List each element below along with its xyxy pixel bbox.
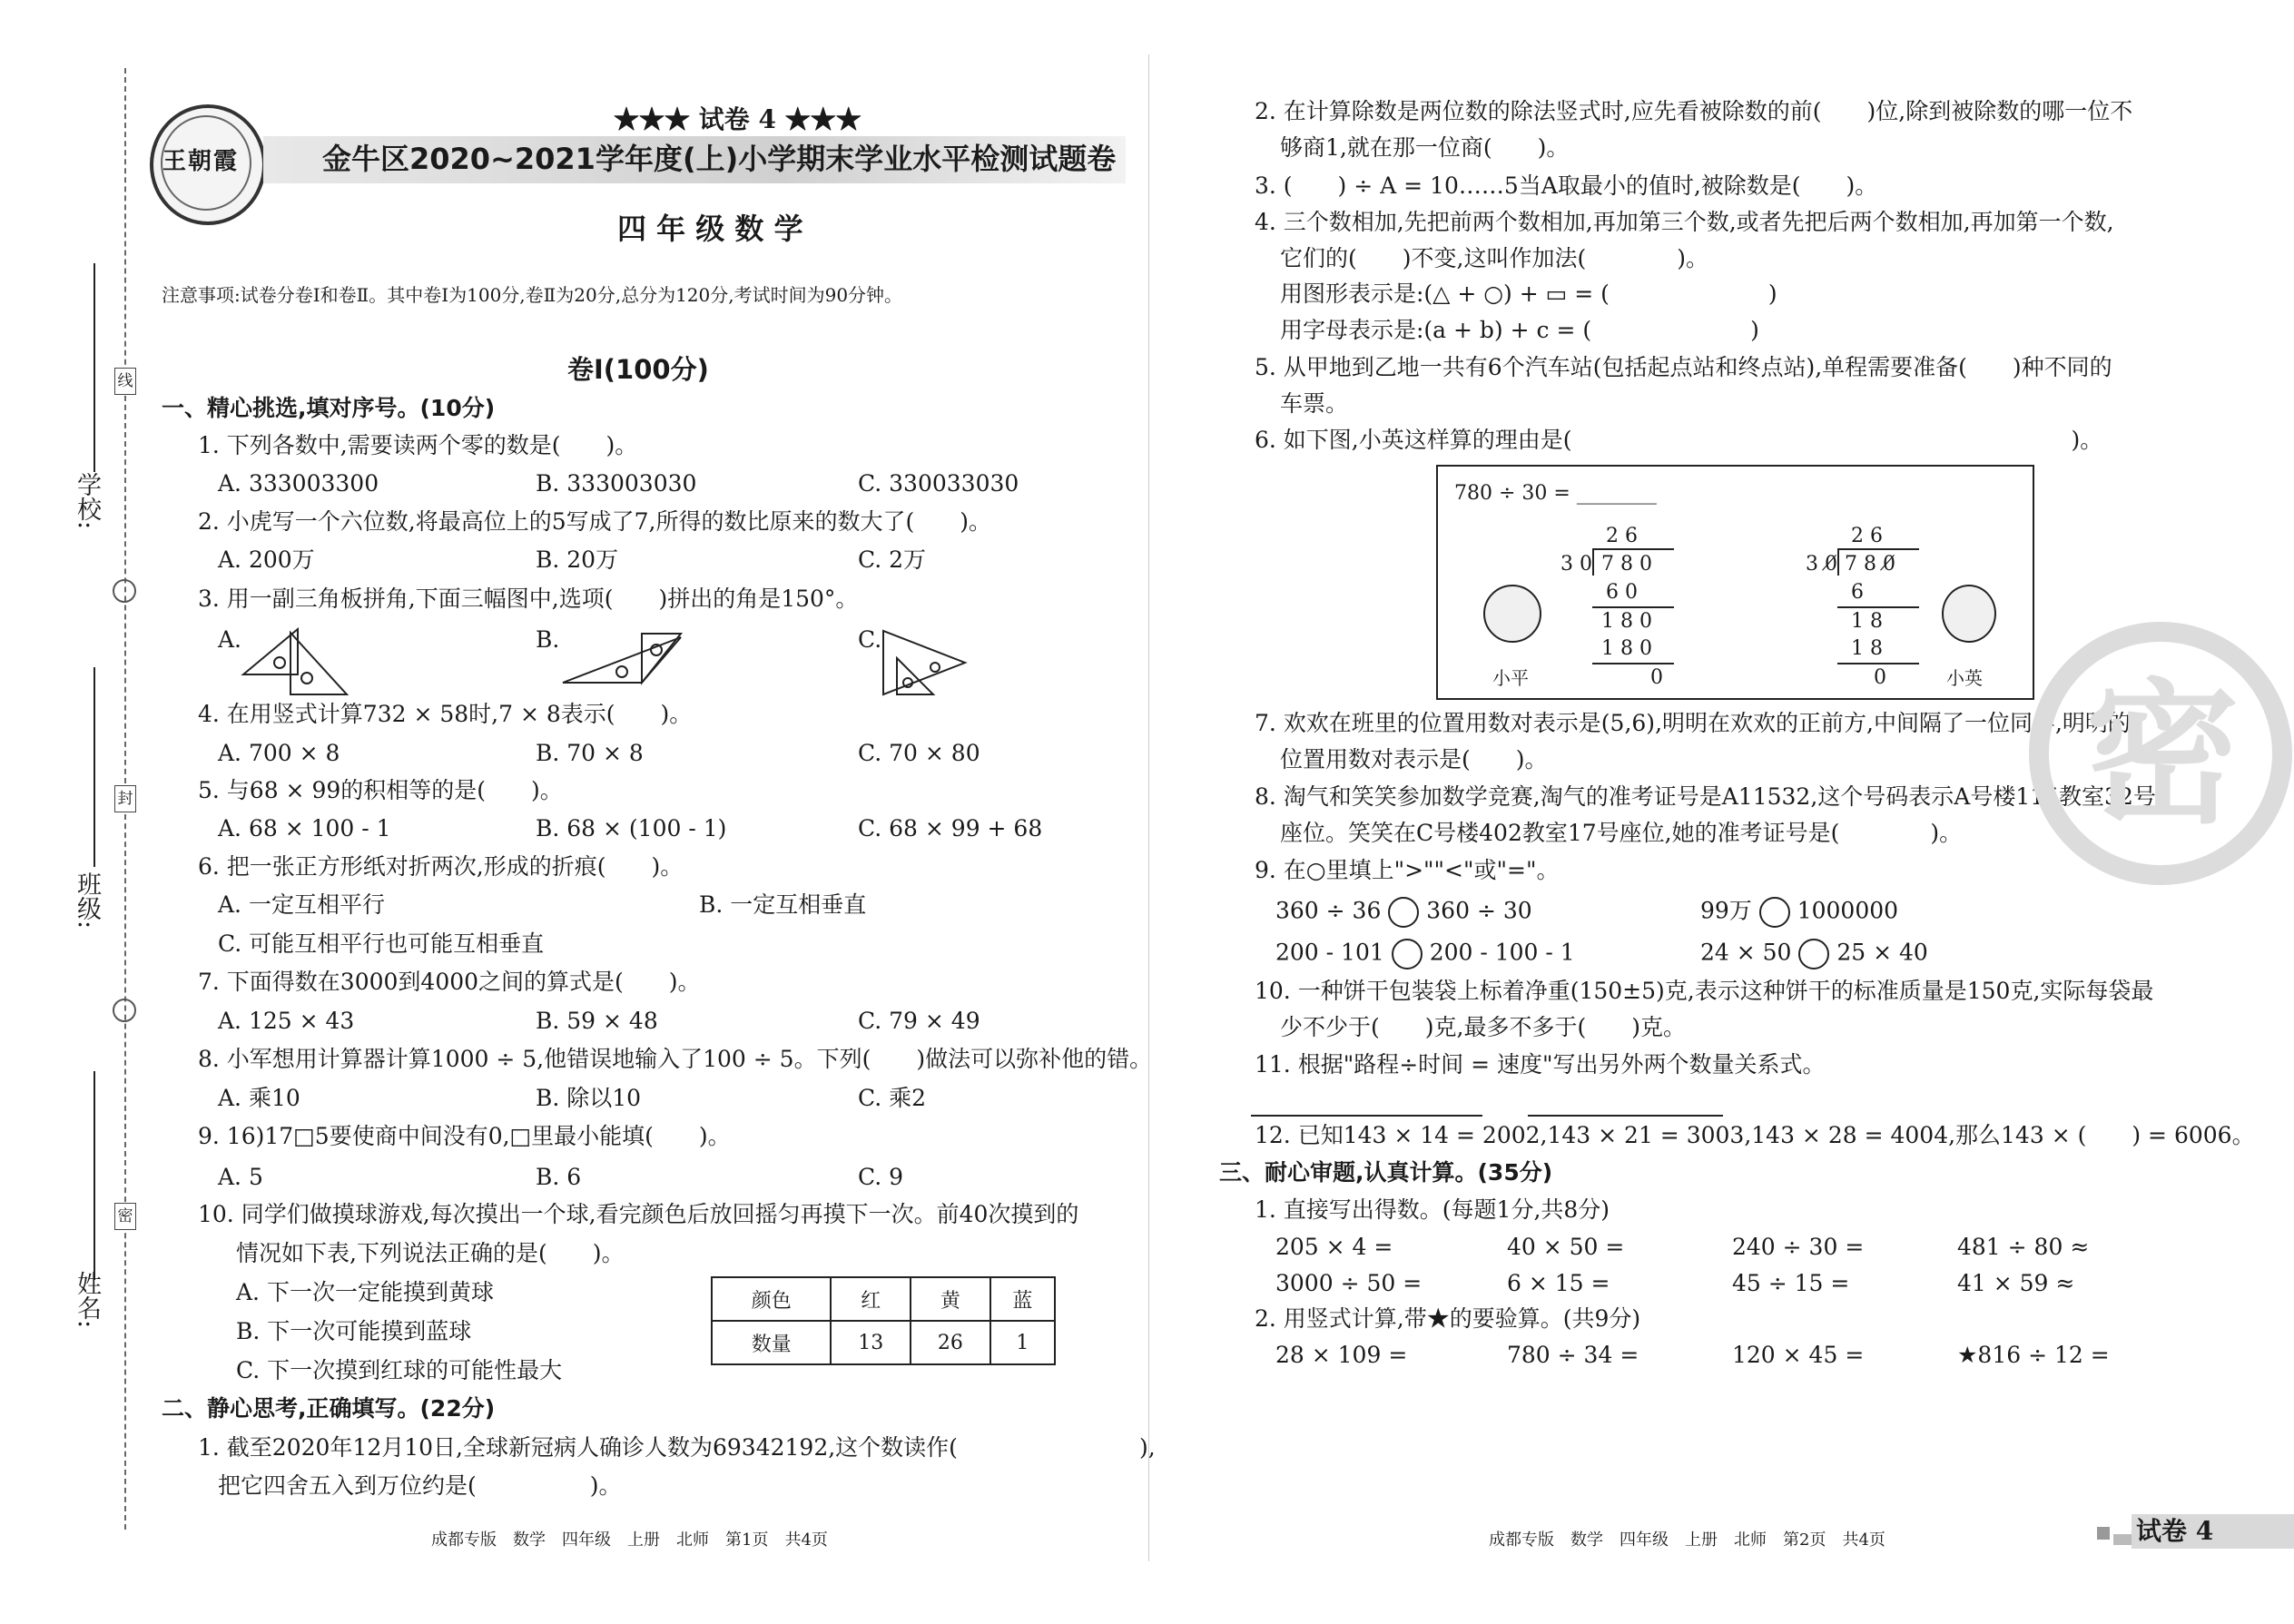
s1-q10-option-a[interactable]: A. 下一次一定能摸到黄球 <box>236 1279 494 1305</box>
page-divider <box>1148 54 1149 1561</box>
left-dividend: 7 8 0 <box>1601 553 1652 576</box>
school-field-line[interactable] <box>94 263 95 472</box>
compare-circle-input[interactable] <box>1759 897 1790 928</box>
triangle-set-a-icon <box>236 622 354 704</box>
ball-count-table <box>711 1276 1056 1365</box>
s2-q5-line1: 5. 从甲地到乙地一共有6个汽车站(包括起点站和终点站),单程需要准备( )种不同的 <box>1255 354 2112 380</box>
left-division-bracket <box>1592 548 1674 550</box>
s2-q2-line1: 2. 在计算除数是两位数的除法竖式时,应先看被除数的前( )位,除到被除数的哪一位不 <box>1255 98 2133 124</box>
s1-q6: 6. 把一张正方形纸对折两次,形成的折痕( )。 <box>198 853 684 880</box>
s2-q9: 9. 在○里填上">""<"或"="。 <box>1255 857 1560 883</box>
s2-q3: 3. ( ) ÷ A = 10……5当A取最小的值时,被除数是( )。 <box>1255 172 1878 199</box>
right-division-bracket-side <box>1837 548 1839 576</box>
binding-hole-icon <box>113 999 136 1022</box>
name-field-line[interactable] <box>94 1071 95 1280</box>
s2-q4-line1: 4. 三个数相加,先把前两个数相加,再加第三个数,或者先把后两个数相加,再加第一个数, <box>1255 209 2114 235</box>
table-cell: 26 <box>911 1321 990 1364</box>
binding-mark-xian: 线 <box>114 368 136 395</box>
compare-3 <box>1275 939 1575 969</box>
footer-badge: 试卷 4 <box>2136 1516 2214 1546</box>
publisher-logo-icon <box>150 104 266 225</box>
s2-q1-line2: 把它四舍五入到万位约是( )。 <box>218 1472 622 1499</box>
figure-equation: 780 ÷ 30 = ________ <box>1454 482 1657 505</box>
s1-q10-line1: 10. 同学们做摸球游戏,每次摸出一个球,看完颜色后放回摇匀再摸下一次。前40次摸到的 <box>198 1201 1079 1227</box>
s1-q4: 4. 在用竖式计算732 × 58时,7 × 8表示( )。 <box>198 701 693 727</box>
s2-q12: 12. 已知143 × 14 = 2002,143 × 21 = 3003,143 × 28 = 4004,那么143 × ( ) = 6006。 <box>1255 1122 2255 1148</box>
table-cell: 13 <box>831 1321 911 1364</box>
compare-right: 360 ÷ 30 <box>1426 897 1532 924</box>
calc-item: 40 × 50 = <box>1507 1234 1625 1260</box>
vertical-calc-item: 28 × 109 = <box>1275 1342 1408 1368</box>
s1-q7-option-c[interactable]: C. 79 × 49 <box>858 1008 980 1034</box>
compare-circle-input[interactable] <box>1392 939 1423 969</box>
s2-q1-line1: 1. 截至2020年12月10日,全球新冠病人确诊人数为69342192,这个数读作( ), <box>198 1434 1156 1461</box>
name-xiaoping: 小平 <box>1492 667 1529 689</box>
s1-q6-option-a[interactable]: A. 一定互相平行 <box>218 891 385 918</box>
s2-q8-line2: 座位。笑笑在C号楼402教室17号座位,她的准考证号是( )。 <box>1280 820 1963 846</box>
seal-watermark-icon <box>2029 622 2292 885</box>
right-dividend: 7 8 0̸ <box>1845 553 1895 576</box>
s1-q5-option-c[interactable]: C. 68 × 99 + 68 <box>858 815 1043 842</box>
calc-item: 205 × 4 = <box>1275 1234 1393 1260</box>
s2-q4-line2: 它们的( )不变,这叫作加法( )。 <box>1280 245 1708 271</box>
name-xiaoying: 小英 <box>1946 667 1983 689</box>
left-remainder: 0 <box>1650 666 1663 689</box>
section2-title: 二、静心思考,正确填写。(22分) <box>162 1395 496 1422</box>
boy-avatar-icon <box>1483 585 1541 643</box>
vertical-calc-item: 780 ÷ 34 = <box>1507 1342 1639 1368</box>
right-step2: 1 8 <box>1851 610 1883 633</box>
s1-q10-line2: 情况如下表,下列说法正确的是( )。 <box>236 1240 625 1266</box>
calc-item: 240 ÷ 30 = <box>1732 1234 1865 1260</box>
s1-q4-option-a[interactable]: A. 700 × 8 <box>218 740 340 766</box>
left-division-bracket-side <box>1592 548 1594 576</box>
left-step2: 1 8 0 <box>1601 610 1652 633</box>
left-step1: 6 0 <box>1606 581 1638 604</box>
compare-right: 200 - 100 - 1 <box>1429 939 1575 966</box>
compare-circle-input[interactable] <box>1388 897 1419 928</box>
s2-q4-line3: 用图形表示是:(△ + ○) + ▭ = ( ) <box>1280 281 1777 307</box>
compare-left: 24 × 50 <box>1700 939 1792 966</box>
calc-item: 6 × 15 = <box>1507 1270 1610 1296</box>
left-divisor: 3 0 <box>1561 553 1592 576</box>
division-figure-box <box>1436 465 2034 700</box>
s1-q8-option-c[interactable]: C. 乘2 <box>858 1085 927 1111</box>
name-label: 姓名: <box>73 1271 101 1329</box>
s1-q6-option-c[interactable]: C. 可能互相平行也可能互相垂直 <box>218 930 545 957</box>
calc-item: 41 × 59 ≈ <box>1957 1270 2075 1296</box>
logo-text: 王朝霞 <box>162 148 240 175</box>
table-header-row <box>712 1277 1055 1321</box>
s2-q11: 11. 根据"路程÷时间 = 速度"写出另外两个数量关系式。 <box>1255 1051 1826 1078</box>
school-label: 学校: <box>73 472 101 530</box>
footer-left: 成都专版 数学 四年级 上册 北师 第1页 共4页 <box>431 1530 828 1550</box>
right-step3: 1 8 <box>1851 637 1883 660</box>
compare-left: 360 ÷ 36 <box>1275 897 1382 924</box>
s1-q3-option-c[interactable]: C. <box>858 626 882 653</box>
s3-q1: 1. 直接写出得数。(每题1分,共8分) <box>1255 1196 1610 1223</box>
exam-series-title: ★★★ 试卷 4 ★★★ <box>614 104 861 134</box>
badge-square-icon <box>2097 1527 2110 1540</box>
right-divisor: 3 0̸ <box>1806 553 1837 576</box>
vertical-calc-item: 120 × 45 = <box>1732 1342 1865 1368</box>
s1-q1-option-c[interactable]: C. 330033030 <box>858 470 1019 497</box>
table-cell: 数量 <box>712 1321 831 1364</box>
s1-q2: 2. 小虎写一个六位数,将最高位上的5写成了7,所得的数比原来的数大了( )。 <box>198 508 992 535</box>
girl-avatar-icon <box>1942 585 1996 643</box>
s1-q7-option-a[interactable]: A. 125 × 43 <box>218 1008 355 1034</box>
s1-q6-option-b[interactable]: B. 一定互相垂直 <box>699 891 867 918</box>
section3-title: 三、耐心审题,认真计算。(35分) <box>1219 1159 1553 1186</box>
s1-q7: 7. 下面得数在3000到4000之间的算式是( )。 <box>198 969 701 995</box>
s1-q3-option-a[interactable]: A. <box>218 626 242 653</box>
right-quotient: 2 6 <box>1851 525 1883 547</box>
answer-line[interactable] <box>1251 1115 1482 1117</box>
s1-q4-option-b[interactable]: B. 70 × 8 <box>536 740 644 766</box>
s2-q7-line1: 7. 欢欢在班里的位置用数对表示是(5,6),明明在欢欢的正前方,中间隔了一位同学,明明的 <box>1255 710 2131 736</box>
s1-q2-option-c[interactable]: C. 2万 <box>858 546 927 573</box>
vertical-calc-item: ★816 ÷ 12 = <box>1957 1342 2110 1368</box>
compare-left: 200 - 101 <box>1275 939 1384 966</box>
s1-q4-option-c[interactable]: C. 70 × 80 <box>858 740 980 766</box>
right-step1: 6 <box>1851 581 1864 604</box>
s1-q7-option-b[interactable]: B. 59 × 48 <box>536 1008 658 1034</box>
table-cell: 1 <box>990 1321 1055 1364</box>
compare-4 <box>1700 939 1928 969</box>
s2-q10-line2: 少不少于( )克,最多不多于( )克。 <box>1280 1014 1686 1040</box>
exam-notice: 注意事项:试卷分卷Ⅰ和卷Ⅱ。其中卷Ⅰ为100分,卷Ⅱ为20分,总分为120分,考试时间为90分钟。 <box>162 284 903 306</box>
s2-q6: 6. 如下图,小英这样算的理由是( )。 <box>1255 427 2103 453</box>
s1-q9-option-b[interactable]: B. 6 <box>536 1164 582 1190</box>
badge-square-icon <box>2113 1534 2132 1545</box>
s1-q3-option-b[interactable]: B. <box>536 626 560 653</box>
s1-q5: 5. 与68 × 99的积相等的是( )。 <box>198 777 563 803</box>
table-cell: 颜色 <box>712 1277 831 1321</box>
calc-item: 3000 ÷ 50 = <box>1275 1270 1423 1296</box>
s2-q5-line2: 车票。 <box>1280 390 1349 417</box>
binding-mark-feng: 封 <box>114 785 136 812</box>
binding-mark-mi: 密 <box>114 1203 136 1230</box>
s1-q8: 8. 小军想用计算器计算1000 ÷ 5,他错误地输入了100 ÷ 5。下列( )做法可以弥补他的错。 <box>198 1046 1153 1072</box>
s1-q9-option-c[interactable]: C. 9 <box>858 1164 904 1190</box>
s1-q1: 1. 下列各数中,需要读两个零的数是( )。 <box>198 432 638 458</box>
s2-q2-line2: 够商1,就在那一位商( )。 <box>1280 134 1570 161</box>
class-label: 班级: <box>73 871 101 930</box>
table-cell: 红 <box>831 1277 911 1321</box>
s2-q8-line1: 8. 淘气和笑笑参加数学竞赛,淘气的准考证号是A11532,这个号码表示A号楼115教室32号 <box>1255 783 2156 810</box>
s3-q2: 2. 用竖式计算,带★的要验算。(共9分) <box>1255 1305 1641 1332</box>
subject-title: 四 年 级 数 学 <box>617 212 803 246</box>
triangle-set-c-icon <box>879 626 970 699</box>
s1-q8-option-a[interactable]: A. 乘10 <box>218 1085 300 1111</box>
s1-q1-option-b[interactable]: B. 333003030 <box>536 470 697 497</box>
part1-title: 卷Ⅰ(100分) <box>567 354 709 385</box>
right-division-bracket <box>1837 548 1919 550</box>
compare-2 <box>1700 897 1898 928</box>
s1-q1-option-a[interactable]: A. 333003300 <box>218 470 379 497</box>
section1-title: 一、精心挑选,填对序号。(10分) <box>162 395 496 421</box>
s1-q2-option-b[interactable]: B. 20万 <box>536 546 619 573</box>
compare-1 <box>1275 897 1532 928</box>
s1-q10-option-b[interactable]: B. 下一次可能摸到蓝球 <box>236 1318 472 1344</box>
s1-q2-option-a[interactable]: A. 200万 <box>218 546 315 573</box>
s1-q10-option-c[interactable]: C. 下一次摸到红球的可能性最大 <box>236 1357 563 1383</box>
compare-right: 25 × 40 <box>1836 939 1928 966</box>
s1-q3: 3. 用一副三角板拼角,下面三幅图中,选项( )拼出的角是150°。 <box>198 586 859 612</box>
right-remainder: 0 <box>1874 666 1886 689</box>
binding-hole-icon <box>113 579 136 603</box>
compare-right: 1000000 <box>1797 897 1899 924</box>
left-step3: 1 8 0 <box>1601 637 1652 660</box>
triangle-set-b-icon <box>558 626 685 690</box>
calc-item: 481 ÷ 80 ≈ <box>1957 1234 2090 1260</box>
left-quotient: 2 6 <box>1606 525 1638 547</box>
s2-q10-line1: 10. 一种饼干包装袋上标着净重(150±5)克,表示这种饼干的标准质量是150克,实际每袋最 <box>1255 978 2154 1004</box>
compare-left: 99万 <box>1700 897 1752 924</box>
s1-q9-option-a[interactable]: A. 5 <box>218 1164 263 1190</box>
compare-circle-input[interactable] <box>1798 939 1829 969</box>
footer-right: 成都专版 数学 四年级 上册 北师 第2页 共4页 <box>1489 1530 1885 1550</box>
s1-q5-option-a[interactable]: A. 68 × 100 - 1 <box>218 815 391 842</box>
exam-title: 金牛区2020~2021学年度(上)小学期末学业水平检测试题卷 <box>322 142 1117 176</box>
s1-q5-option-b[interactable]: B. 68 × (100 - 1) <box>536 815 727 842</box>
class-field-line[interactable] <box>94 667 95 867</box>
table-row <box>712 1321 1055 1364</box>
s1-q9: 9. 16)17□5要使商中间没有0,□里最小能填( )。 <box>198 1123 731 1149</box>
s1-q8-option-b[interactable]: B. 除以10 <box>536 1085 642 1111</box>
answer-line[interactable] <box>1528 1115 1723 1117</box>
table-cell: 黄 <box>911 1277 990 1321</box>
calc-item: 45 ÷ 15 = <box>1732 1270 1850 1296</box>
seal-text: 密 <box>2085 665 2240 845</box>
s2-q7-line2: 位置用数对表示是( )。 <box>1280 746 1548 773</box>
s2-q4-line4: 用字母表示是:(a + b) + c = ( ) <box>1280 317 1759 343</box>
table-cell: 蓝 <box>990 1277 1055 1321</box>
